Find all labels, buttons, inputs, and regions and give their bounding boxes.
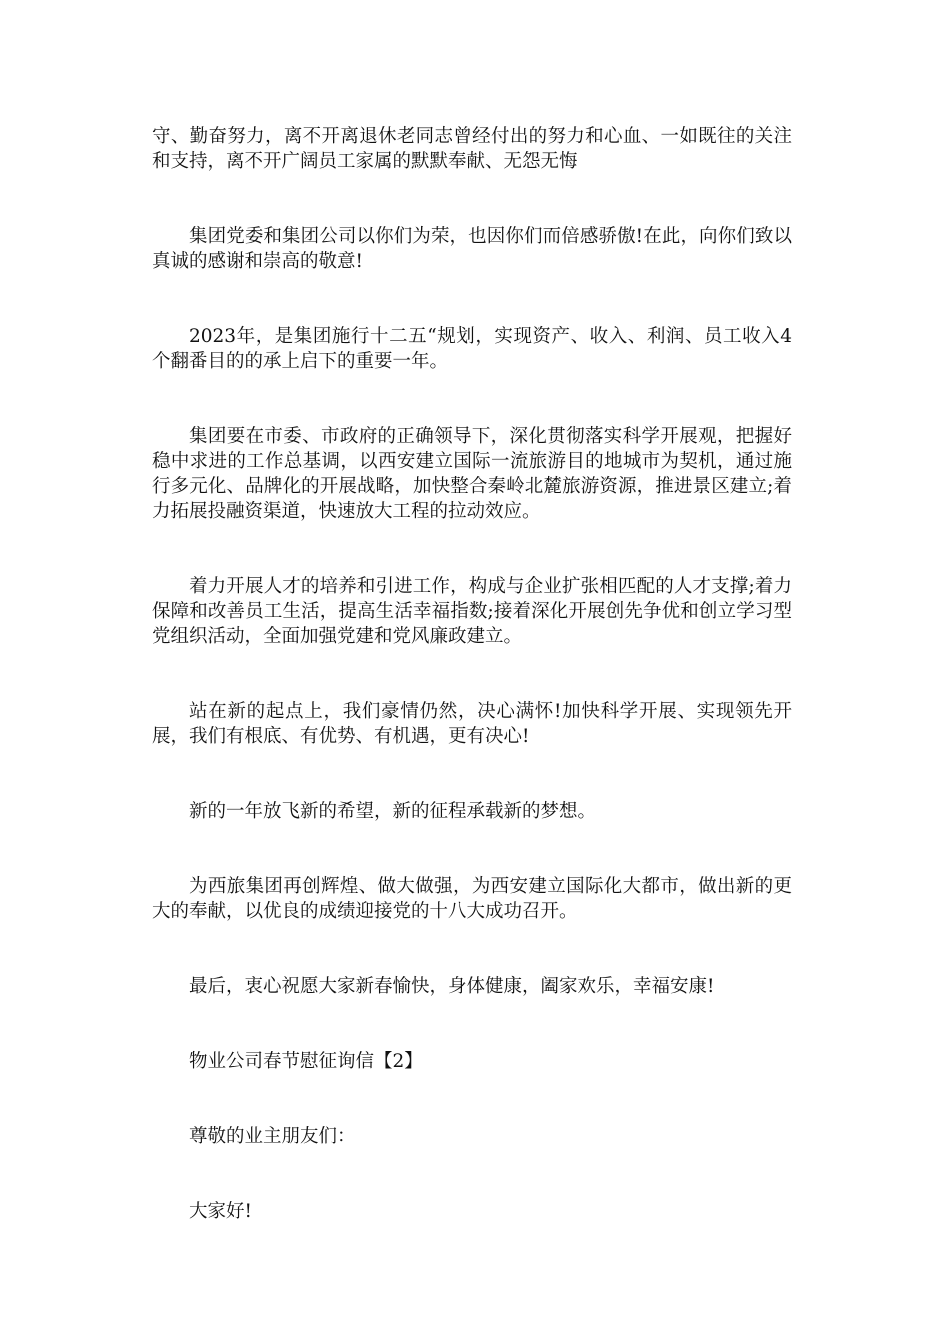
- paragraph-development: 集团要在市委、市政府的正确领导下，深化贯彻落实科学开展观，把握好稳中求进的工作总基调，以西安建立国际一流旅游目的地城市为契机，通过施行多元化、品牌化的开展战略，加快整合秦岭北麓旅游资源，推进景区建立;着力拓展投融资渠道，快速放大工程的拉动效应。: [152, 426, 792, 522]
- section-heading: 物业公司春节慰征询信【2】: [189, 1051, 423, 1072]
- paragraph-year-plan: 2023年，是集团施行十二五“规划，实现资产、收入、利润、员工收入4个翻番目的的承上启下的重要一年。: [152, 326, 792, 372]
- greeting: 大家好!: [189, 1201, 252, 1222]
- paragraph-contribution: 为西旅集团再创辉煌、做大做强，为西安建立国际化大都市，做出新的更大的奉献，以优良的成绩迎接党的十八大成功召开。: [152, 876, 792, 922]
- paragraph-new-hope: 新的一年放飞新的希望，新的征程承载新的梦想。: [189, 801, 597, 822]
- salutation: 尊敬的业主朋友们：: [189, 1126, 356, 1147]
- paragraph-new-start: 站在新的起点上，我们豪情仍然，决心满怀!加快科学开展、实现领先开展，我们有根底、有优势、有机遇，更有决心!: [152, 701, 792, 747]
- paragraph-talent: 着力开展人才的培养和引进工作，构成与企业扩张相匹配的人才支撑;着力保障和改善员工生活，提高生活幸福指数;接着深化开展创先争优和创立学习型党组织活动，全面加强党建和党风廉政建立。: [152, 576, 792, 647]
- paragraph-continuation: 守、勤奋努力，离不开离退休老同志曾经付出的努力和心血、一如既往的关注和支持，离不开广阔员工家属的默默奉献、无怨无悔: [152, 126, 792, 172]
- paragraph-blessing: 最后，衷心祝愿大家新春愉快，身体健康，阖家欢乐，幸福安康!: [189, 976, 715, 997]
- paragraph-gratitude: 集团党委和集团公司以你们为荣，也因你们而倍感骄傲!在此，向你们致以真诚的感谢和崇高的敬意!: [152, 226, 792, 272]
